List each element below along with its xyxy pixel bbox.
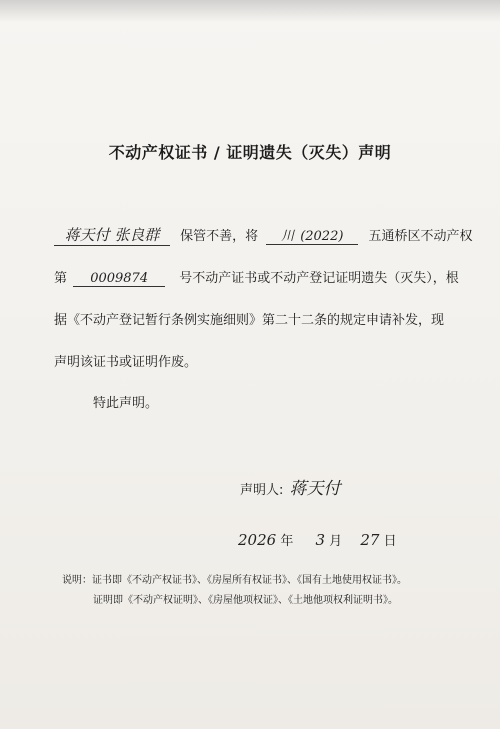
date-month: 3 bbox=[315, 531, 326, 549]
signature-line bbox=[240, 474, 341, 499]
handwritten-owner-names: 蒋天付 张良群 bbox=[54, 224, 170, 246]
date-month-unit: 月 bbox=[329, 534, 343, 549]
text-district: 五通桥区不动产权 bbox=[368, 229, 473, 244]
body-line-3: 据《不动产登记暂行条例实施细则》第二十二条的规定申请补发，现 bbox=[54, 313, 445, 328]
text-keep: 保管不善，将 bbox=[180, 229, 259, 244]
date-year-unit: 年 bbox=[280, 534, 294, 549]
body-line-2 bbox=[54, 267, 459, 287]
page-title: 不动产权证书 / 证明遗失（灭失）声明 bbox=[108, 143, 392, 162]
text-line-2: 号不动产证书或不动产登记证明遗失（灭失），根 bbox=[179, 271, 459, 286]
date-day: 27 bbox=[360, 531, 380, 549]
date-year: 2026 bbox=[238, 531, 277, 549]
handwritten-cert-number: 0009874 bbox=[73, 271, 165, 287]
body-line-1 bbox=[54, 224, 472, 246]
date-day-unit: 日 bbox=[383, 534, 397, 549]
note-line-2: 证明即《不动产权证明》、《房屋他项权证》、《土地他项权利证明书》。 bbox=[93, 595, 398, 606]
date-line bbox=[238, 530, 397, 549]
closing-text: 特此声明。 bbox=[93, 396, 159, 411]
handwritten-province: 川 bbox=[281, 229, 295, 244]
cert-prefix-field bbox=[266, 225, 358, 245]
scan-shadow bbox=[0, 0, 500, 22]
body-line-4: 声明该证书或证明作废。 bbox=[54, 355, 198, 370]
text-di: 第 bbox=[54, 271, 68, 286]
note-line-1: 说明：证书即《不动产权证书》、《房屋所有权证书》、《国有土地使用权证书》。 bbox=[62, 575, 407, 586]
handwritten-signature: 蒋天付 bbox=[289, 479, 341, 499]
handwritten-year: (2022) bbox=[300, 229, 344, 244]
signature-label: 声明人: bbox=[240, 483, 284, 498]
